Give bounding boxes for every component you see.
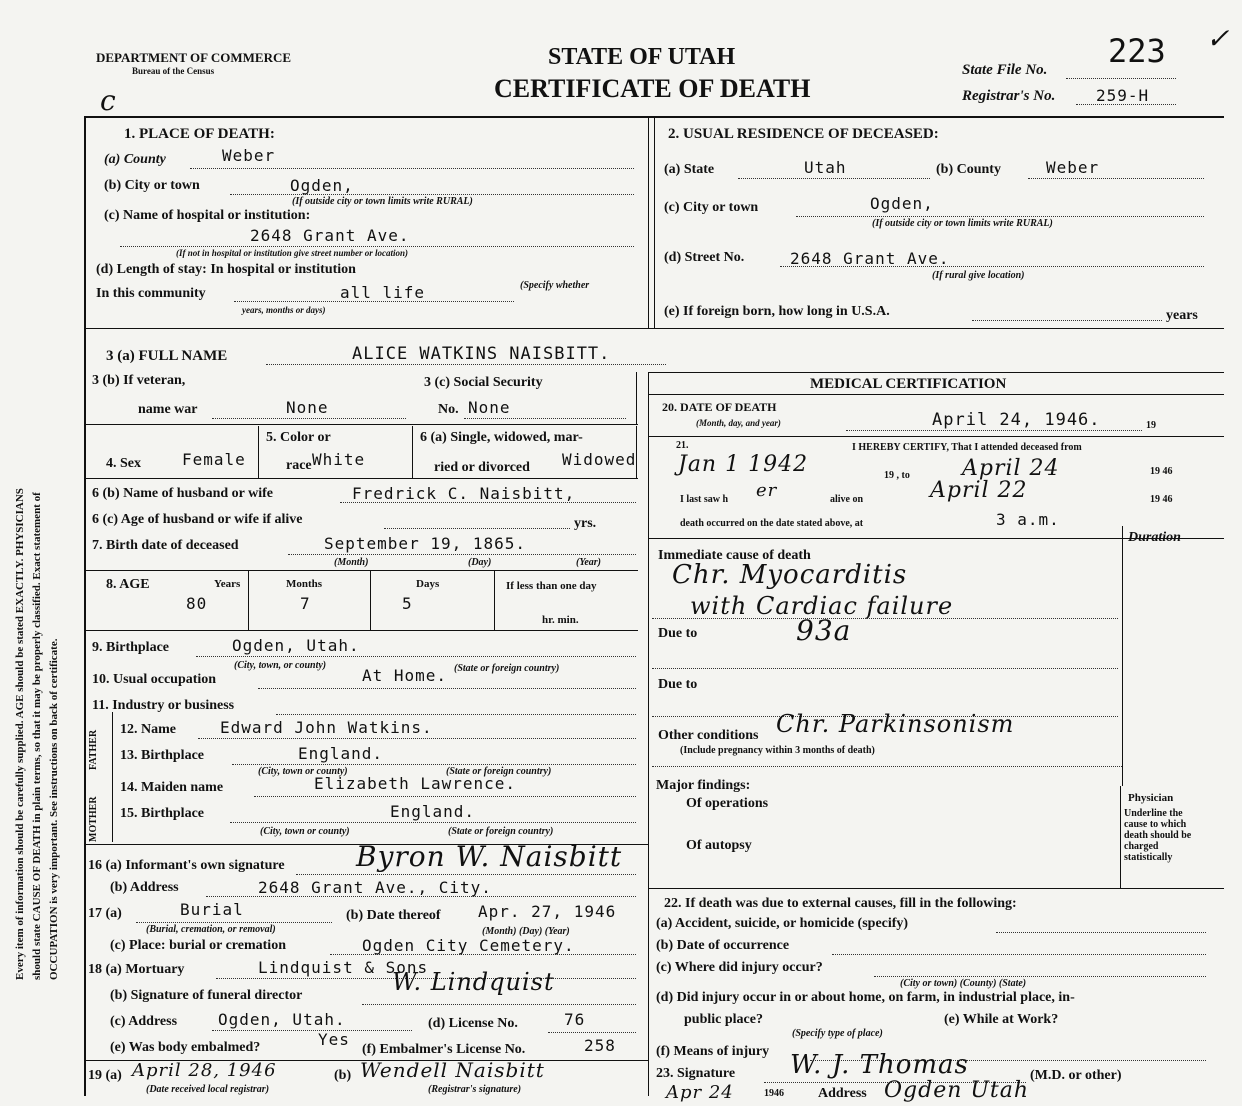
registrar-signature: Wendell Naisbitt: [360, 1058, 545, 1082]
age-years-value: 80: [186, 594, 208, 613]
death-city-label: (b) City or town: [104, 178, 200, 193]
title-state: STATE OF UTAH: [548, 44, 736, 70]
signature-label: 23. Signature: [656, 1066, 736, 1081]
last-saw-label: I last saw h: [680, 494, 729, 505]
other-conditions-note: (Include pregnancy within 3 months of death): [680, 745, 875, 756]
physician-signature: W. J. Thomas: [790, 1050, 969, 1080]
father-name-value: Edward John Watkins.: [220, 718, 433, 737]
father-city-note: (City, town or county): [258, 766, 348, 777]
place-value: Ogden City Cemetery.: [362, 936, 575, 955]
death-city-note: (If outside city or town limits write RURAL): [292, 196, 473, 207]
sex-label: 4. Sex: [106, 456, 141, 471]
age-months-value: 7: [300, 594, 311, 613]
res-street-label: (d) Street No.: [664, 250, 745, 265]
occupation-label: 10. Usual occupation: [92, 672, 217, 687]
color-label: 5. Color or: [266, 430, 331, 445]
dod-note: (Month, day, and year): [696, 418, 781, 428]
bureau-label: Bureau of the Census: [132, 66, 215, 76]
registrar-date-label: 19 (a): [88, 1068, 122, 1083]
hospital-note: (If not in hospital or institution give street number or location): [176, 248, 409, 258]
registrar-date-value: April 28, 1946: [132, 1060, 277, 1081]
state-file-number: 223: [1108, 32, 1166, 70]
place-of-death-heading: 1. PLACE OF DEATH:: [124, 126, 275, 142]
license-value: 76: [564, 1010, 586, 1029]
occurred-label: death occurred on the date stated above, at: [680, 518, 864, 529]
disposition-date-label: (b) Date thereof: [346, 908, 441, 923]
occupation-value: At Home.: [362, 666, 448, 685]
res-city-label: (c) City or town: [664, 200, 759, 215]
cert-text: I HEREBY CERTIFY, That I attended deceased from: [852, 442, 1082, 453]
sex-value: Female: [182, 450, 246, 469]
industry-label: 11. Industry or business: [92, 698, 235, 713]
disposition-mdy-note: (Month) (Day) (Year): [482, 926, 570, 937]
mother-birthplace-value: England.: [390, 802, 476, 821]
birth-day-note: (Day): [468, 557, 492, 568]
race-label: race: [286, 458, 312, 473]
res-street-note: (If rural give location): [932, 270, 1025, 281]
corner-mark: c: [100, 84, 117, 117]
signature-year: 1946: [764, 1088, 784, 1099]
department-label: DEPARTMENT OF COMMERCE: [96, 50, 292, 65]
last-saw-value: April 22: [930, 478, 1028, 503]
marital-label: 6 (a) Single, widowed, mar-: [420, 430, 583, 445]
age-hr-min-label: hr. min.: [542, 614, 579, 626]
mother-side-label: MOTHER: [88, 796, 99, 842]
physician-address-label: Address: [818, 1086, 867, 1101]
immediate-cause-label: Immediate cause of death: [658, 548, 811, 563]
res-street-value: 2648 Grant Ave.: [790, 249, 950, 268]
age-days-label: Days: [416, 578, 440, 590]
embalmed-value: Yes: [318, 1030, 350, 1049]
birth-label: 7. Birth date of deceased: [92, 538, 239, 553]
mother-maiden-label: 14. Maiden name: [120, 780, 224, 795]
age-days-value: 5: [402, 594, 413, 613]
external-e-label: (e) While at Work?: [944, 1012, 1059, 1027]
mother-state-note: (State or foreign country): [448, 826, 554, 837]
external-c-label: (c) Where did injury occur?: [656, 960, 823, 975]
veteran-label: 3 (b) If veteran,: [92, 373, 186, 388]
cause-2: with Cardiac failure: [690, 592, 954, 620]
disposition-label: 17 (a): [88, 906, 122, 921]
full-name-label: 3 (a) FULL NAME: [106, 348, 228, 364]
informant-addr-value: 2648 Grant Ave., City.: [258, 878, 492, 897]
physician-note: Physician: [1128, 792, 1174, 804]
due-to-label-2: Due to: [658, 677, 698, 692]
hospital-value: 2648 Grant Ave.: [250, 226, 410, 245]
duration-label: Duration: [1128, 530, 1181, 545]
external-d-label: (d) Did injury occur in or about home, on farm, in industrial place, in-: [656, 990, 1075, 1005]
external-heading: 22. If death was due to external causes, fill in the following:: [664, 896, 1017, 911]
spouse-value: Fredrick C. Naisbitt,: [352, 484, 576, 503]
ymd-note: years, months or days): [242, 305, 326, 315]
other-conditions-value: Chr. Parkinsonism: [776, 710, 1015, 738]
embalmer-license-label: (f) Embalmer's License No.: [362, 1042, 526, 1057]
res-years-label: years: [1166, 308, 1198, 323]
registrar-number: 259-H: [1096, 86, 1150, 105]
external-f-label: (f) Means of injury: [656, 1044, 770, 1059]
external-d2-label: public place?: [684, 1012, 763, 1027]
full-name-value: ALICE WATKINS NAISBITT.: [352, 344, 611, 364]
informant-addr-label: (b) Address: [110, 880, 179, 895]
res-county-value: Weber: [1046, 158, 1100, 177]
mother-city-note: (City, town or county): [260, 826, 350, 837]
place-label: (c) Place: burial or cremation: [110, 938, 286, 953]
res-city-note: (If outside city or town limits write RURAL): [872, 218, 1053, 229]
ss-value: None: [468, 398, 511, 417]
death-city-value: Ogden,: [290, 176, 354, 195]
occurred-time: 3 a.m.: [996, 510, 1060, 529]
cert-label: 21.: [676, 440, 689, 451]
res-foreign-label: (e) If foreign born, how long in U.S.A.: [664, 304, 890, 319]
war-label: name war: [138, 402, 198, 417]
age-months-label: Months: [286, 578, 323, 590]
spouse-age-label: 6 (c) Age of husband or wife if alive: [92, 512, 303, 527]
ss-no-label: No.: [438, 402, 459, 417]
dod-value: April 24, 1946.: [932, 410, 1101, 430]
hospital-label: (c) Name of hospital or institution:: [104, 208, 311, 223]
birth-value: September 19, 1865.: [324, 534, 527, 553]
side-instructions-line-3: OCCUPATION is very important. See instructions on back of certificate.: [48, 638, 60, 980]
director-signature: W. Lindquist: [392, 968, 555, 996]
last-saw-year: 19 46: [1150, 494, 1173, 505]
father-state-note: (State or foreign country): [446, 766, 552, 777]
father-name-label: 12. Name: [120, 722, 176, 737]
age-years-label: Years: [214, 578, 241, 590]
signature-date: Apr 24: [666, 1082, 734, 1103]
director-label: (b) Signature of funeral director: [110, 988, 303, 1003]
birthplace-city-note: (City, town, or county): [234, 660, 327, 671]
birthplace-state-note: (State or foreign country): [454, 663, 560, 674]
state-file-label: State File No.: [962, 62, 1048, 78]
alive-label: alive on: [830, 494, 864, 505]
war-value: None: [286, 398, 329, 417]
dod-19: 19: [1146, 420, 1156, 431]
external-c-note: (City or town) (County) (State): [900, 978, 1027, 989]
registrar-b-label: (b): [334, 1068, 352, 1083]
birthplace-value: Ogden, Utah.: [232, 636, 360, 655]
mortuary-label: 18 (a) Mortuary: [88, 962, 185, 977]
informant-signature: Byron W. Naisbitt: [356, 840, 623, 873]
attended-from: Jan 1 1942: [678, 452, 809, 477]
md-label: (M.D. or other): [1030, 1068, 1122, 1083]
stay-label: (d) Length of stay: In hospital or institution: [96, 262, 356, 277]
medical-heading: MEDICAL CERTIFICATION: [810, 376, 1007, 392]
external-b-label: (b) Date of occurrence: [656, 938, 790, 953]
registrar-date-note: (Date received local registrar): [146, 1084, 270, 1095]
mother-maiden-value: Elizabeth Lawrence.: [314, 774, 517, 793]
marital-value: Widowed: [562, 450, 637, 469]
res-state-value: Utah: [804, 158, 847, 177]
mortuary-value: Lindquist & Sons: [258, 958, 429, 977]
age-label: 8. AGE: [106, 577, 150, 592]
external-d-note: (Specify type of place): [792, 1028, 883, 1039]
disposition-date-value: Apr. 27, 1946: [478, 902, 617, 921]
disposition-value: Burial: [180, 900, 244, 919]
father-birthplace-value: England.: [298, 744, 384, 763]
death-county-label: (a) County: [104, 152, 166, 167]
autopsy-label: Of autopsy: [686, 838, 752, 853]
birthplace-label: 9. Birthplace: [92, 640, 169, 655]
underline-note: Underline the cause to which death should be charged statistically: [1124, 808, 1192, 863]
title-certificate: CERTIFICATE OF DEATH: [494, 74, 811, 103]
yrs-label: yrs.: [574, 516, 597, 531]
registrar-label: Registrar's No.: [962, 88, 1056, 104]
informant-sig-label: 16 (a) Informant's own signature: [88, 858, 285, 873]
residence-heading: 2. USUAL RESIDENCE OF DECEASED:: [668, 126, 939, 142]
license-label: (d) License No.: [428, 1016, 518, 1031]
mortuary-addr-value: Ogden, Utah.: [218, 1010, 346, 1029]
birth-year-note: (Year): [576, 557, 601, 568]
dod-label: 20. DATE OF DEATH: [662, 400, 777, 414]
embalmed-label: (e) Was body embalmed?: [110, 1040, 261, 1055]
specify-note: (Specify whether: [520, 280, 590, 291]
death-county-value: Weber: [222, 146, 276, 165]
ss-label: 3 (c) Social Security: [424, 375, 543, 390]
mother-birthplace-label: 15. Birthplace: [120, 806, 204, 821]
community-value: all life: [340, 283, 426, 302]
embalmer-license-value: 258: [584, 1036, 616, 1055]
marital-label-2: ried or divorced: [434, 460, 530, 475]
spouse-label: 6 (b) Name of husband or wife: [92, 486, 273, 501]
attended-year: 19 46: [1150, 466, 1173, 477]
race-value: White: [312, 450, 366, 469]
registrar-signature-note: (Registrar's signature): [428, 1084, 522, 1095]
major-findings-label: Major findings:: [656, 778, 751, 793]
due-to-value-1: 93a: [796, 614, 852, 647]
physician-address-value: Ogden Utah: [884, 1078, 1030, 1103]
res-city-value: Ogden,: [870, 194, 934, 213]
side-instructions-line-1: Every item of information should be carefully supplied. AGE should be stated EXACTLY. PHYSICIANS: [14, 488, 26, 980]
res-county-label: (b) County: [936, 162, 1001, 177]
attended-to-label: 19 , to: [884, 470, 910, 481]
last-saw-her: er: [756, 480, 778, 501]
father-birthplace-label: 13. Birthplace: [120, 748, 204, 763]
other-conditions-label: Other conditions: [658, 728, 759, 743]
cause-1: Chr. Myocarditis: [672, 560, 908, 590]
side-instructions-line-2: should state CAUSE OF DEATH in plain terms, so that it may be properly classified. Exact statement of: [31, 492, 43, 980]
father-side-label: FATHER: [88, 729, 99, 770]
age-lt-day-label: If less than one day: [506, 580, 597, 592]
birth-month-note: (Month): [334, 557, 369, 568]
check-mark: ✓: [1206, 22, 1231, 55]
due-to-label-1: Due to: [658, 626, 698, 641]
external-a-label: (a) Accident, suicide, or homicide (specify): [656, 916, 909, 931]
disposition-note: (Burial, cremation, or removal): [146, 924, 276, 935]
operations-label: Of operations: [686, 796, 769, 811]
mortuary-addr-label: (c) Address: [110, 1014, 178, 1029]
attended-to: April 24: [962, 456, 1060, 481]
res-state-label: (a) State: [664, 162, 715, 177]
community-label: In this community: [96, 286, 206, 301]
